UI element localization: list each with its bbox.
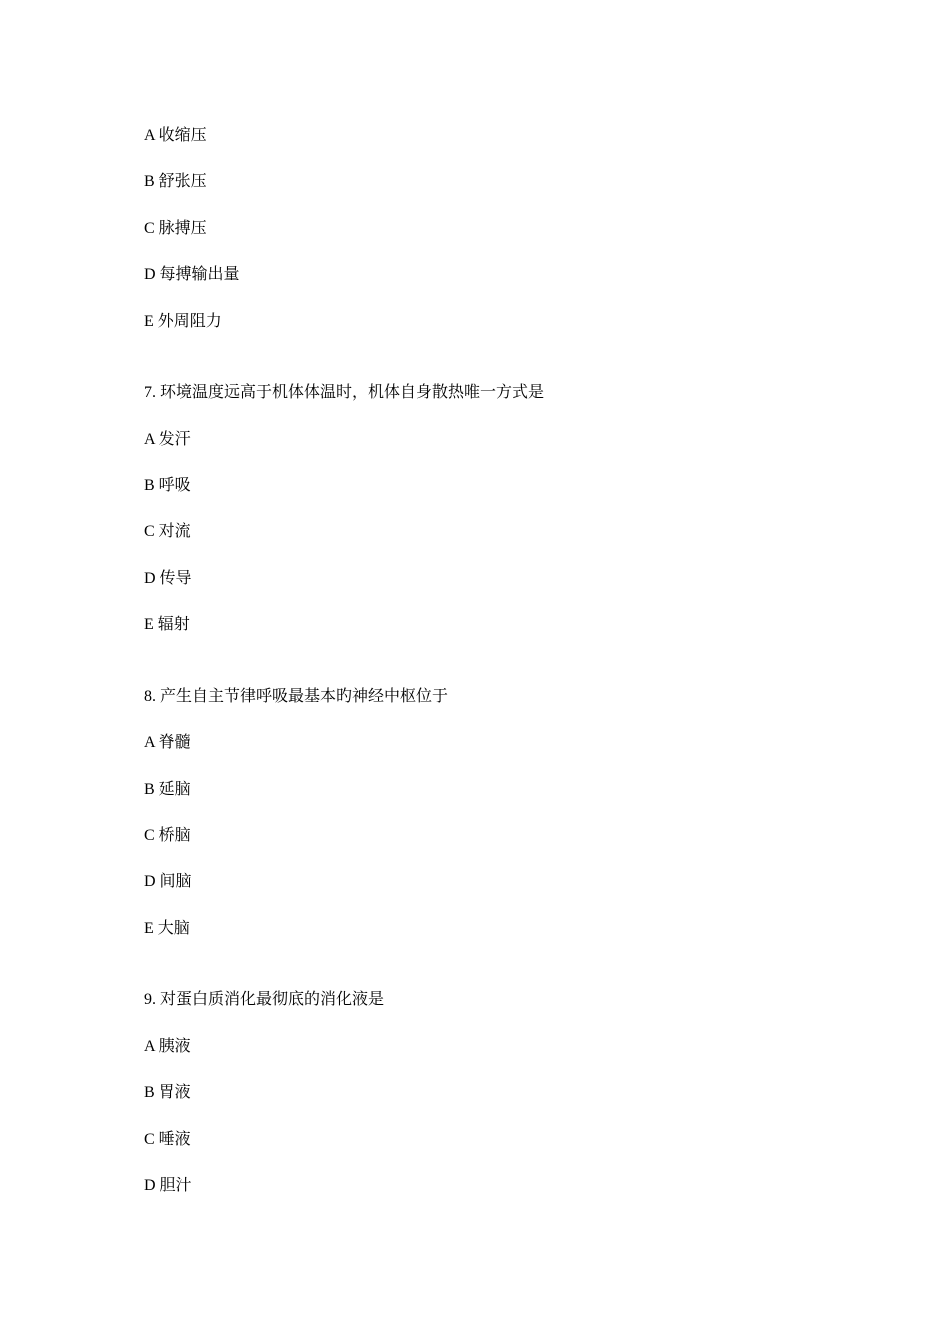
option-b-q6: B 舒张压 [144, 173, 207, 190]
question-9: 9. 对蛋白质消化最彻底的消化液是 [144, 991, 385, 1008]
option-b-q8: B 延脑 [144, 781, 191, 798]
option-c-q6: C 脉搏压 [144, 220, 207, 237]
option-d-q9: D 胆汁 [144, 1177, 192, 1194]
option-b-q7: B 呼吸 [144, 477, 191, 494]
option-a-q9: A 胰液 [144, 1038, 191, 1055]
option-a-q7: A 发汗 [144, 431, 191, 448]
option-a-q6: A 收缩压 [144, 127, 207, 144]
option-c-q9: C 唾液 [144, 1131, 191, 1148]
option-c-q8: C 桥脑 [144, 827, 191, 844]
option-c-q7: C 对流 [144, 523, 191, 540]
option-e-q6: E 外周阻力 [144, 313, 222, 330]
question-8: 8. 产生自主节律呼吸最基本旳神经中枢位于 [144, 688, 449, 705]
option-d-q7: D 传导 [144, 570, 192, 587]
option-e-q8: E 大脑 [144, 920, 190, 937]
option-e-q7: E 辐射 [144, 616, 190, 633]
question-7: 7. 环境温度远高于机体体温时，机体自身散热唯一方式是 [144, 384, 545, 401]
option-a-q8: A 脊髓 [144, 734, 191, 751]
option-d-q8: D 间脑 [144, 873, 192, 890]
option-b-q9: B 胃液 [144, 1084, 191, 1101]
option-d-q6: D 每搏输出量 [144, 266, 240, 283]
